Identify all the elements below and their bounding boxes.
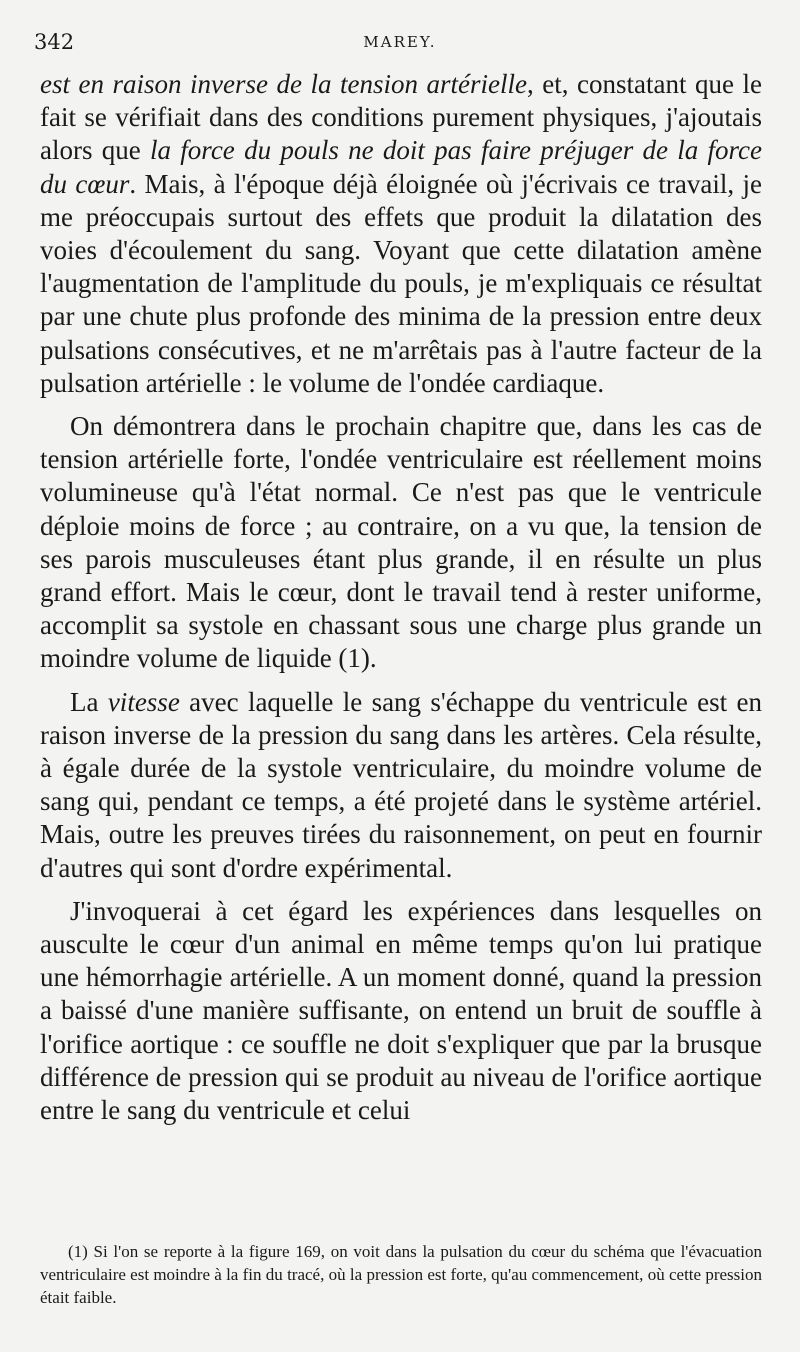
paragraph-3: La vitesse avec laquelle le sang s'échappe du ventricule est en raison inverse de la pression du sang dans les artères. Cela résulte, à égale durée de la systole ventriculaire, du moindre volume de sang qui, pendant ce temps, a été projeté dans le système artériel. Mais, outre les preuves tirées du raisonnement, on peut en fournir d'autres qui sont d'ordre expérimental. (40, 686, 762, 883)
running-head: MAREY. (363, 33, 437, 51)
page-header (34, 30, 766, 60)
paragraph-2: On démontrera dans le prochain chapitre que, dans les cas de tension artérielle forte, l'ondée ventriculaire est réellement moins volumineuse qu'à l'état normal. Ce n'est pas que le ventricule déploie moins de force ; au contraire, on a vu que, la tension de ses parois musculeuses étant plus grande, il en résulte un plus grand effort. Mais le cœur, dont le travail tend à rester uniforme, accomplit sa systole en chassant sous une charge plus grande un moindre volume de liquide (1). (40, 411, 762, 674)
paragraph-4: J'invoquerai à cet égard les expériences dans lesquelles on ausculte le cœur d'un animal en même temps qu'on lui pratique une hémorrhagie artérielle. A un moment donné, quand la pression a baissé d'une manière suffisante, on entend un bruit de souffle à l'orifice aortique : ce souffle ne doit s'expliquer que par la brusque différence de pression qui se produit au niveau de l'orifice aortique entre le sang du ventricule et celui (40, 895, 762, 1126)
italic-word: vitesse (107, 686, 180, 717)
italic-phrase: est en raison inverse de la tension artérielle (40, 69, 528, 99)
footnote: (1) Si l'on se reporte à la figure 169, on voit dans la pulsation du cœur du schéma que l'évacuation ventriculaire est moindre à la fin du tracé, où la pression est forte, qu'au commencement, où cette pression était faible. (40, 1242, 762, 1307)
paragraph-1: est en raison inverse de la tension artérielle, et, constatant que le fait se vérifiait dans des conditions purement physiques, j'ajoutais alors que la force du pouls ne doit pas faire préjuger de la force du cœur. Mais, à l'époque déjà éloignée où j'écrivais ce travail, je me préoccupais surtout des effets que produit la dilatation des voies d'écoulement du sang. Voyant que cette dilatation amène l'augmentation de l'amplitude du pouls, je m'expliquais ce résultat par une chute plus profonde des minima de la pression entre deux pulsations consécutives, et ne m'arrêtais pas à l'autre facteur de la pulsation artérielle : le volume de l'ondée cardiaque. (40, 69, 763, 398)
body-text (40, 68, 762, 1127)
italic-phrase: la force du pouls ne doit pas faire préjuger de la force du cœur (40, 135, 763, 199)
page-number: 342 (34, 30, 75, 54)
